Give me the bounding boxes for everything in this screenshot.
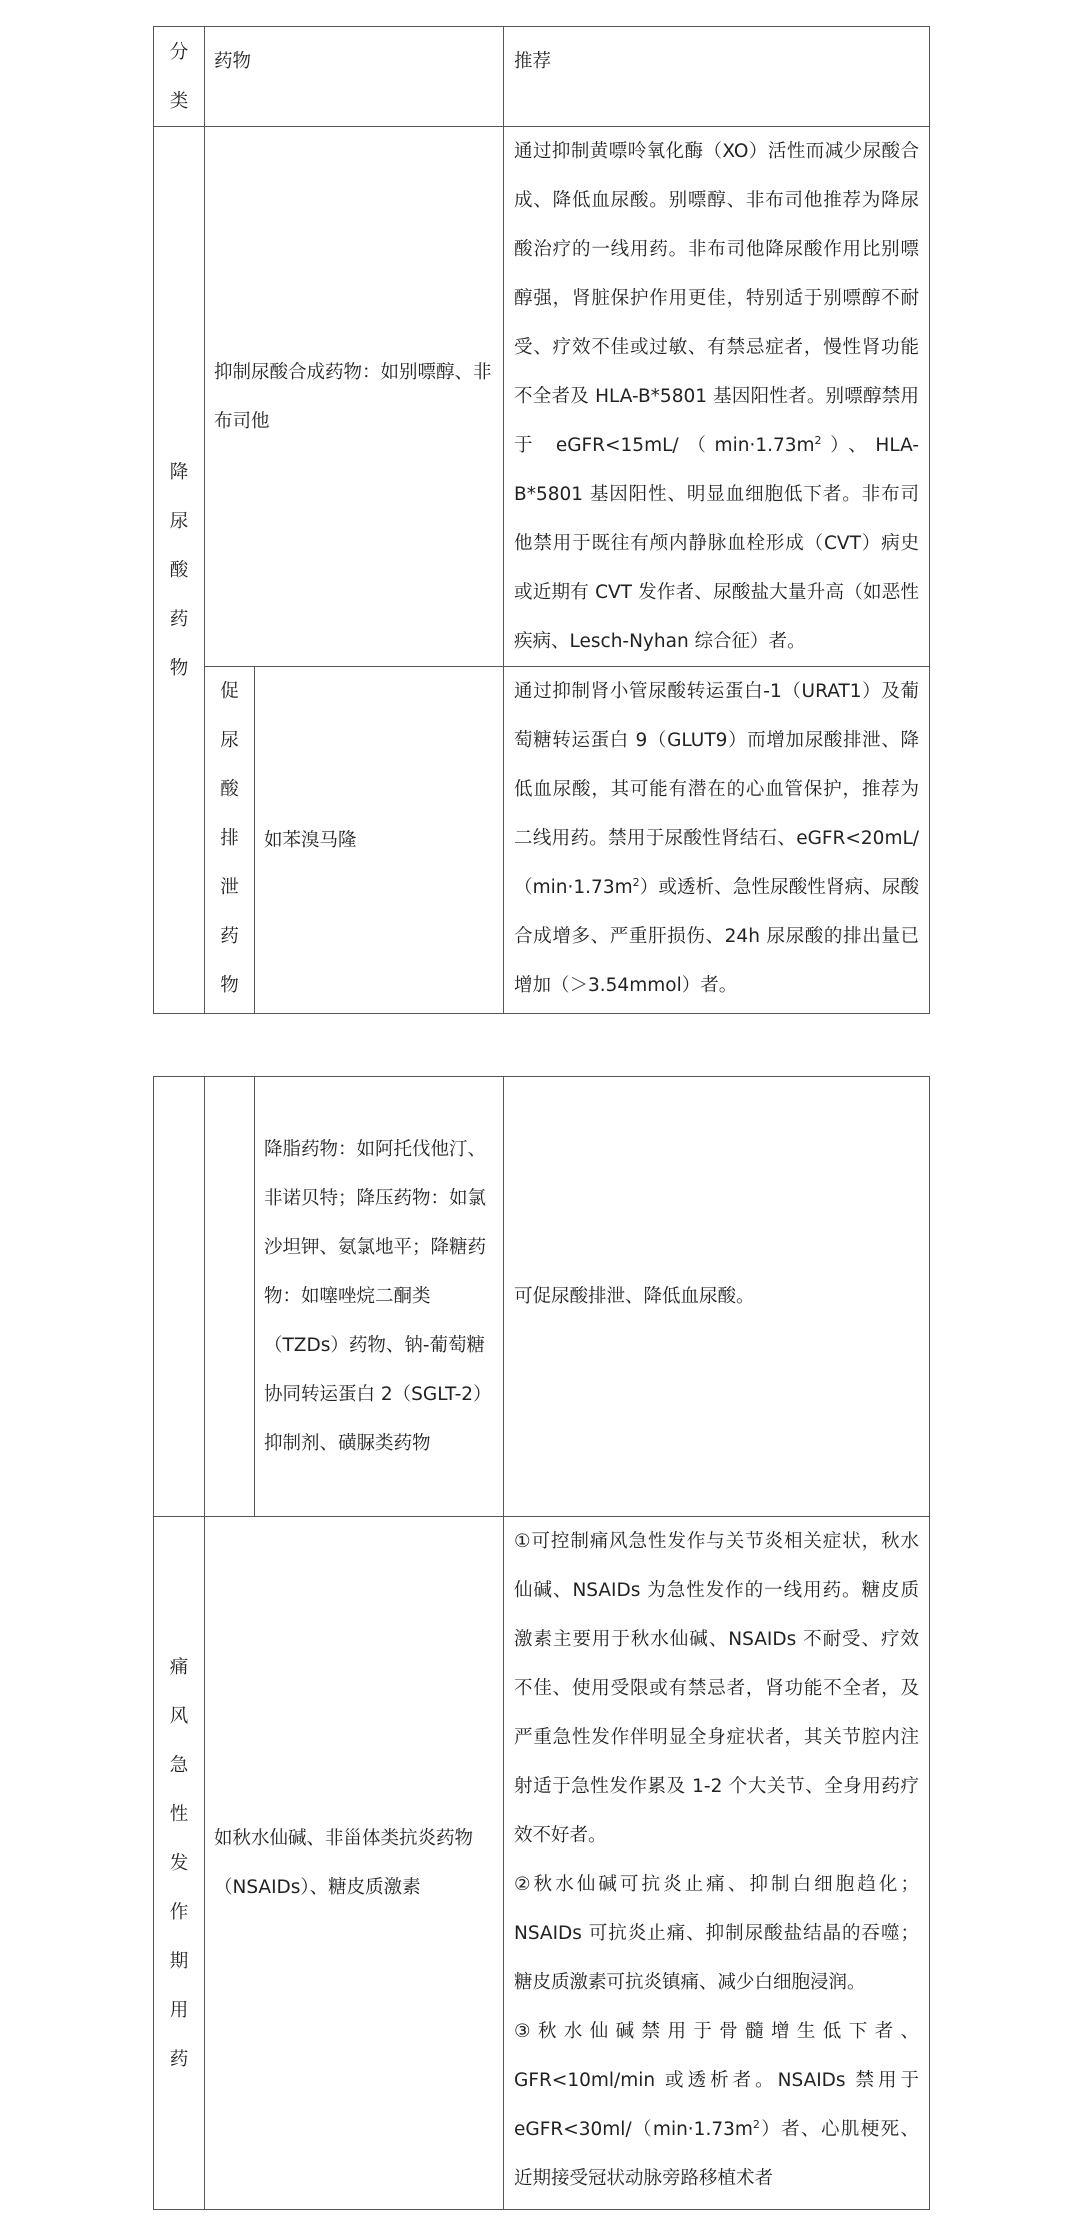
recommendation-text-a: 通过抑制肾小管尿酸转运蛋白-1（URAT1）及葡萄糖转运蛋白 9（GLUT9）而增加尿酸排泄、降低血尿酸，其可能有潜在的心血管保护，推荐为二线用药。禁用于尿酸性肾结石、eGFR<20mL/（min·1.73m <box>514 681 920 898</box>
header-recommendation: 推荐 <box>514 51 552 72</box>
drug-cell <box>205 1517 504 2210</box>
recommendation-cell <box>504 1517 930 2210</box>
drug-table-1 <box>153 26 930 1014</box>
recommendation-paragraph-2: ②秋水仙碱可抗炎止痛、抑制白细胞趋化；NSAIDs 可抗炎止痛、抑制尿酸盐结晶的吞噬；糖皮质激素可抗炎镇痛、减少白细胞浸润。 <box>514 1874 919 1993</box>
recommendation-cell <box>504 1077 930 1517</box>
recommendation-text-a: ③秋水仙碱禁用于骨髓增生低下者、GFR<10ml/min 或透析者。NSAIDs 禁用于 eGFR<30ml/（min·1.73m <box>514 2021 919 2140</box>
header-category: 分类 <box>169 42 189 112</box>
drug-text: 如秋水仙碱、非甾体类抗炎药物（NSAIDs）、糖皮质激素 <box>214 1828 474 1898</box>
recommendation-text: 可促尿酸排泄、降低血尿酸。 <box>514 1286 755 1307</box>
group-cell-acute-gout <box>154 1517 205 2210</box>
recommendation-text-a: 通过抑制黄嘌呤氧化酶（XO）活性而减少尿酸合成、降低血尿酸。别嘌醇、非布司他推荐为降尿酸治疗的一线用药。非布司他降尿酸作用比别嘌醇强，肾脏保护作用更佳，特别适于别嘌醇不耐受、疗效不佳或过敏、有禁忌症者，慢性肾功能不全者及 HLA-B*5801 基因阳性者。别嘌醇禁用于 eGFR<15mL/（min·1.73m <box>514 141 920 456</box>
recommendation-text-b: ）或透析、急性尿酸性肾病、尿酸合成增多、严重肝损伤、24h 尿尿酸的排出量已增加（＞3.54mmol）者。 <box>514 877 920 996</box>
empty-category-cell <box>154 1077 205 1517</box>
group-label-acute-gout: 痛风急性发作期用药 <box>169 1656 189 2070</box>
superscript: 2 <box>632 875 640 889</box>
table-header-row <box>154 27 930 127</box>
drug-cell <box>255 1077 504 1517</box>
subcategory-cell <box>205 667 255 1014</box>
header-recommendation-cell <box>504 27 930 127</box>
drug-text: 抑制尿酸合成药物：如别嘌醇、非布司他 <box>214 361 492 432</box>
subcategory-label: 促尿酸排泄药物 <box>220 681 239 996</box>
group-label-urate-lowering: 降尿酸药物 <box>169 461 189 679</box>
drug-cell <box>205 127 504 667</box>
drug-table-2 <box>153 1076 930 2210</box>
table-row <box>154 1077 930 1517</box>
header-category-cell <box>154 27 205 127</box>
drug-text: 降脂药物：如阿托伐他汀、非诺贝特；降压药物：如氯沙坦钾、氨氯地平；降糖药物：如噻唑烷二酮类（TZDs）药物、钠-葡萄糖协同转运蛋白 2（SGLT-2）抑制剂、磺脲类药物 <box>264 1139 492 1454</box>
recommendation-paragraph-3 <box>514 2007 919 2203</box>
table-row <box>154 667 930 1014</box>
table-row <box>154 1517 930 2210</box>
table-row <box>154 127 930 667</box>
group-cell-urate-lowering <box>154 127 205 1014</box>
recommendation-text-b: ）、HLA-B*5801 基因阳性、明显血细胞低下者。非布司他禁用于既往有颅内静脉血栓形成（CVT）病史或近期有 CVT 发作者、尿酸盐大量升高（如恶性疾病、Lesch-Nyhan 综合征）者。 <box>514 435 920 652</box>
header-drug: 药物 <box>214 51 252 72</box>
recommendation-cell <box>504 667 930 1014</box>
recommendation-paragraph-1: ①可控制痛风急性发作与关节炎相关症状，秋水仙碱、NSAIDs 为急性发作的一线用药。糖皮质激素主要用于秋水仙碱、NSAIDs 不耐受、疗效不佳、使用受限或有禁忌者，肾功能不全者，及严重急性发作伴明显全身症状者，其关节腔内注射适于急性发作累及 1-2 个大关节、全身用药疗效不好者。 <box>514 1531 919 1846</box>
recommendation-cell <box>504 127 930 667</box>
recommendation-text-b: ）者、心肌梗死、近期接受冠状动脉旁路移植术者 <box>514 2119 919 2189</box>
superscript: 2 <box>752 2117 760 2131</box>
superscript: 2 <box>814 433 822 447</box>
drug-text: 如苯溴马隆 <box>264 829 357 851</box>
drug-cell <box>255 667 504 1014</box>
empty-subcategory-cell <box>205 1077 255 1517</box>
header-drug-cell <box>205 27 504 127</box>
